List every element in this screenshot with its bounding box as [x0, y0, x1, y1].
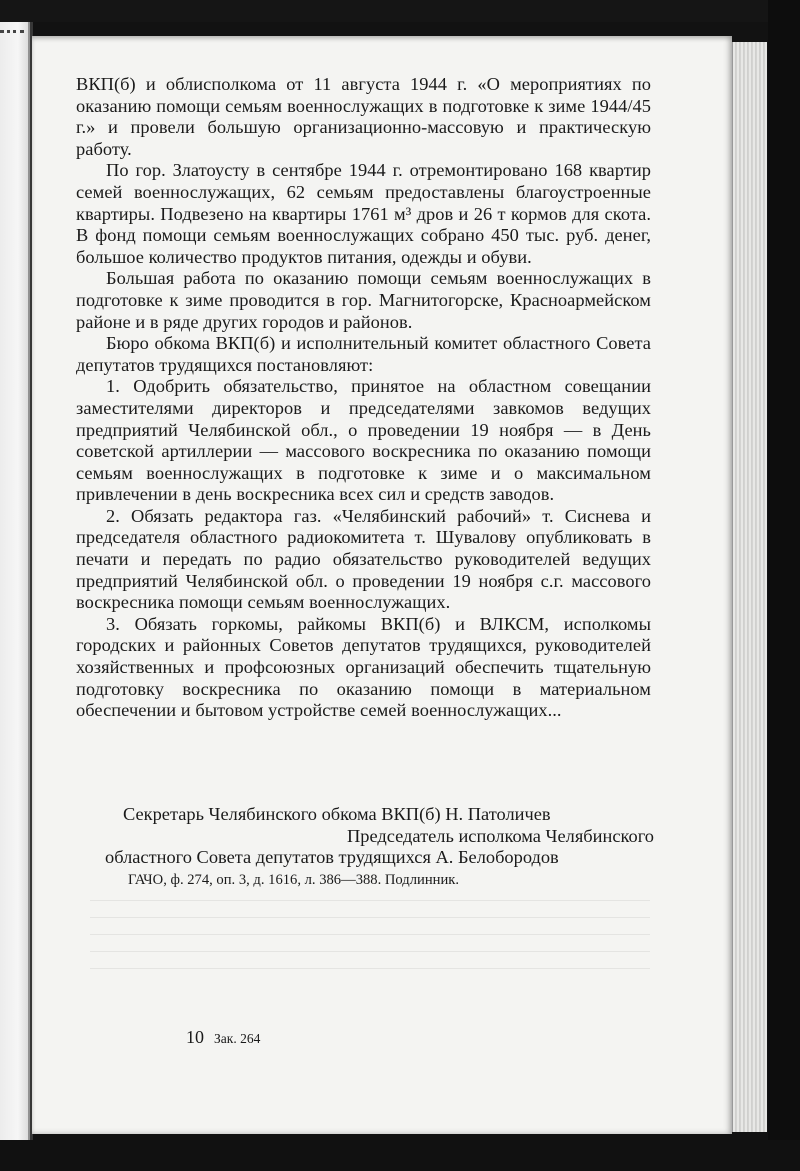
- signature-block: [76, 804, 654, 869]
- scan-frame-right: [768, 0, 800, 1171]
- document-body: [76, 74, 651, 722]
- paragraph-zlatoust: По гор. Златоусту в сентябре 1944 г. отремонтировано 168 квартир семей военнослужащих, 62 семьям предоставлены благоустроенные квартиры. Подвезено на квартиры 1761 м³ дров и 26 т кормов для скота. В фонд помощи семьям военнослужащих собрано 450 тыс. руб. денег, большое количество продуктов питания, одежды и обуви.: [76, 160, 651, 267]
- show-through-text: [90, 900, 650, 1020]
- facing-page-edge: [0, 22, 30, 1140]
- resolution-item-1: 1. Одобрить обязательство, принятое на областном совещании заместителями директоров и председателями завкомов ведущих предприятий Челябинской обл., о проведении 19 ноября — в День советской артиллерии — массового воскресника по оказанию помощи семьям военнослужащих в подготовке к зиме и о максимальном привлечении в день воскресника всех сил и средств заводов.: [76, 376, 651, 505]
- paragraph-continuation: ВКП(б) и облисполкома от 11 августа 1944 г. «О мероприятиях по оказанию помощи семьям военнослужащих в подготовке к зиме 1944/45 г.» и провели большую организационно-массовую и практическую работу.: [76, 74, 651, 159]
- signature-secretary: Секретарь Челябинского обкома ВКП(б) Н. Патоличев: [123, 804, 551, 824]
- resolution-item-2: 2. Обязать редактора газ. «Челябинский рабочий» т. Сиснева и председателя областного радиокомитета т. Шувалову опубликовать в печати и передать по радио обязательство руководителей ведущих предприятий Челябинской обл. о проведении 19 ноября с.г. массового воскресника помощи семьям военнослужащих.: [76, 505, 651, 613]
- resolution-item-3: 3. Обязать горкомы, райкомы ВКП(б) и ВЛКСМ, исполкомы городских и районных Советов депутатов трудящихся, руководителей хозяйственных и профсоюзных организаций обеспечить тщательную подготовку воскресника по оказанию помощи в материальном обеспечении и бытовом устройстве семей военнослужащих...: [76, 613, 651, 721]
- page-stack-edges: [732, 42, 767, 1132]
- paragraph-resolution-intro: Бюро обкома ВКП(б) и исполнительный комитет областного Совета депутатов трудящихся постановляют:: [76, 333, 651, 375]
- signature-chairman-title: Председатель исполкома Челябинского: [347, 825, 654, 846]
- scan-frame-top: [0, 0, 800, 22]
- print-order: Зак. 264: [214, 1031, 261, 1046]
- archive-reference: ГАЧО, ф. 274, оп. 3, д. 1616, л. 386—388. Подлинник.: [128, 872, 459, 888]
- scan-registration-marks: [0, 30, 24, 53]
- scan-frame-bottom: [0, 1140, 800, 1171]
- paragraph-magnitogorsk: Большая работа по оказанию помощи семьям военнослужащих в подготовке к зиме проводится в гор. Магнитогорске, Красноармейском районе и в ряде других городов и районов.: [76, 268, 651, 332]
- signature-number: 10: [186, 1027, 204, 1047]
- signature-chairman-name: областного Совета депутатов трудящихся А. Белобородов: [105, 847, 559, 868]
- printer-footer: [186, 1027, 260, 1048]
